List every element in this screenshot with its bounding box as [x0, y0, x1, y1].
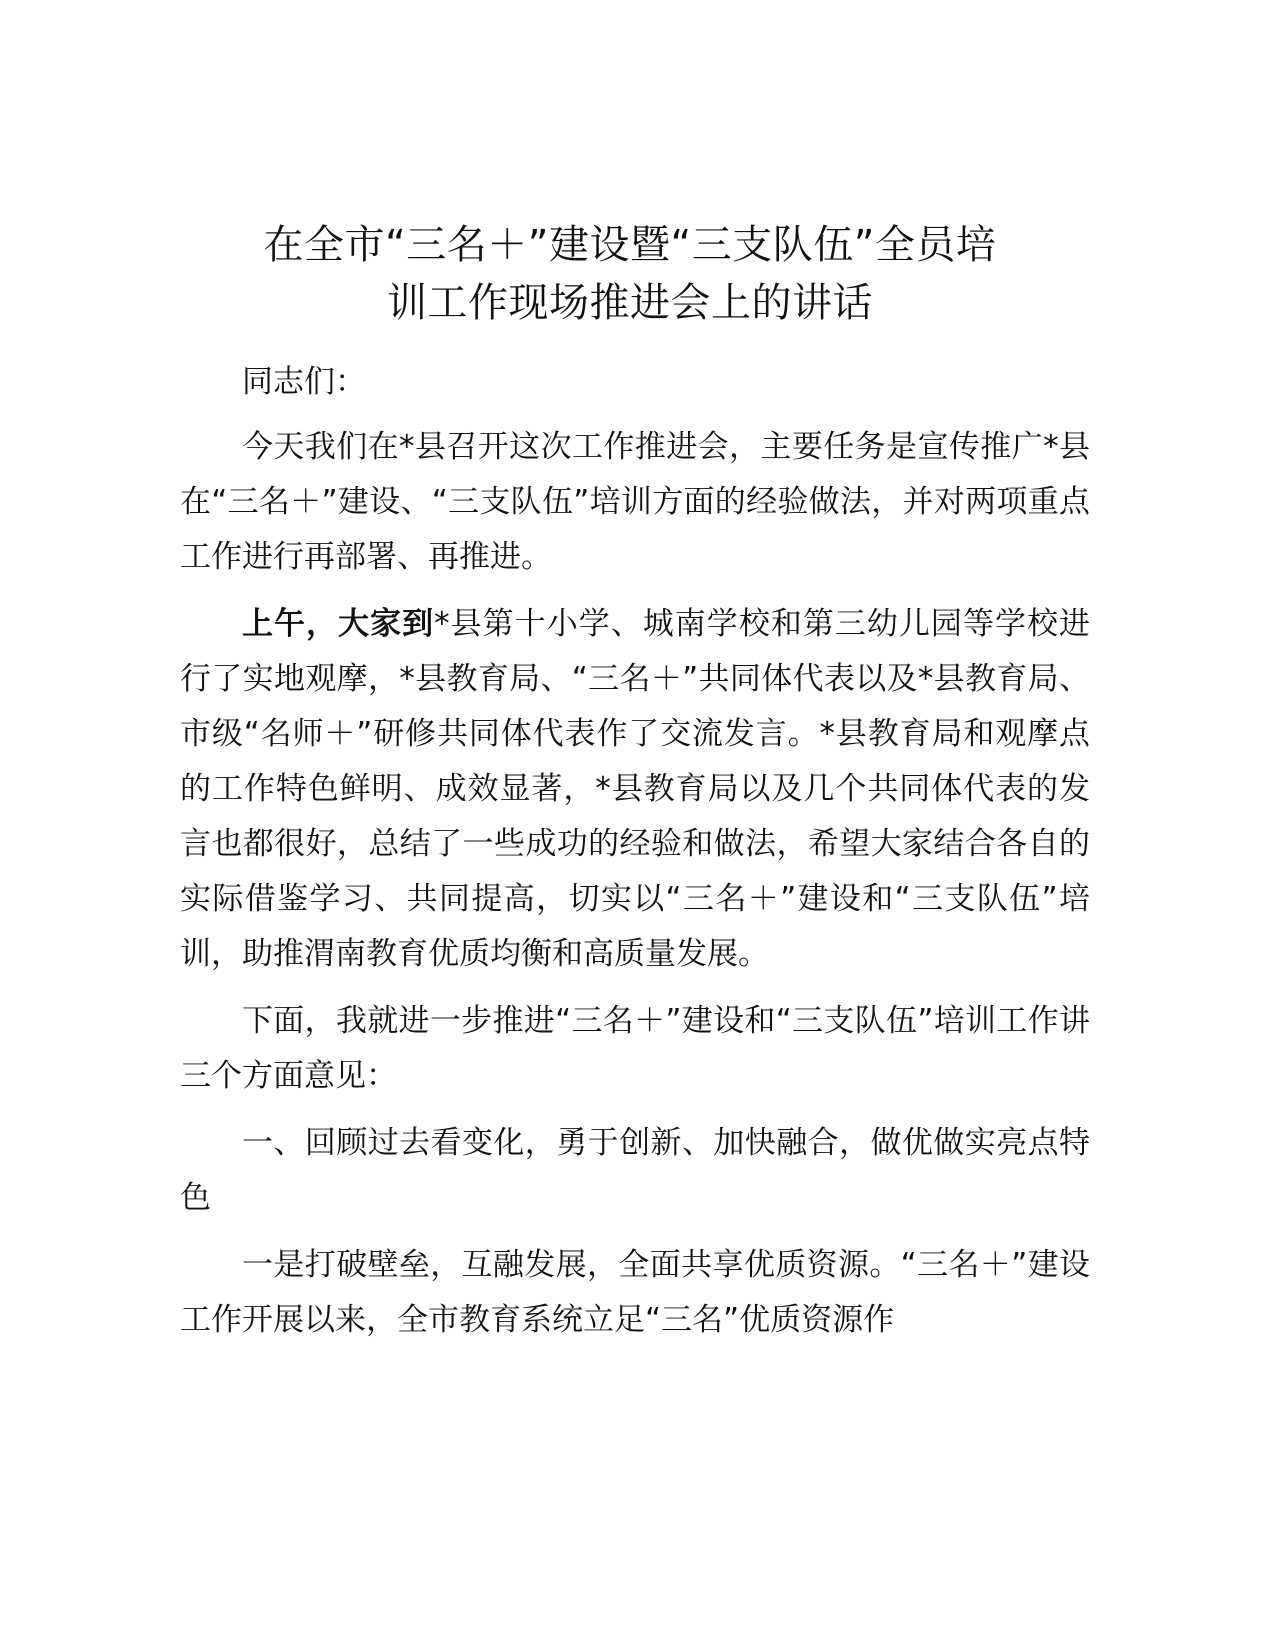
title-line-2: 训工作现场推进会上的讲话	[387, 280, 873, 326]
section-heading-1-text: 一、回顾过去看变化，勇于创新、加快融合，做优做实亮点特色	[180, 1125, 1090, 1216]
paragraph-point-1	[180, 1238, 1090, 1348]
section-heading-1	[180, 1116, 1090, 1226]
paragraph-outline	[180, 994, 1090, 1104]
document-title	[180, 216, 1080, 332]
salutation: 同志们：	[242, 364, 366, 400]
paragraph-observation	[180, 597, 1090, 982]
document-body	[180, 355, 1090, 1360]
paragraph-intro-text: 今天我们在*县召开这次工作推进会，主要任务是宣传推广*县在“三名＋”建设、“三支队伍”培训方面的经验做法，并对两项重点工作进行再部署、再推进。	[180, 429, 1090, 575]
paragraph-intro	[180, 420, 1090, 585]
paragraph-observation-lead: 上午，大家到	[242, 606, 435, 642]
paragraph-outline-text: 下面，我就进一步推进“三名＋”建设和“三支队伍”培训工作讲三个方面意见：	[180, 1003, 1090, 1094]
paragraph-point-1-text: 一是打破壁垒，互融发展，全面共享优质资源。“三名＋”建设工作开展以来，全市教育系统立足“三名”优质资源作	[180, 1247, 1090, 1338]
title-line-1: 在全市“三名＋”建设暨“三支队伍”全员培	[263, 222, 997, 268]
paragraph-observation-text: *县第十小学、城南学校和第三幼儿园等学校进行了实地观摩，*县教育局、“三名＋”共同体代表以及*县教育局、市级“名师＋”研修共同体代表作了交流发言。*县教育局和观摩点的工作特色鲜明、成效显著，*县教育局以及几个共同体代表的发言也都很好，总结了一些成功的经验和做法，希望大家结合各自的实际借鉴学习、共同提高，切实以“三名＋”建设和“三支队伍”培训，助推渭南教育优质均衡和高质量发展。	[180, 606, 1091, 972]
